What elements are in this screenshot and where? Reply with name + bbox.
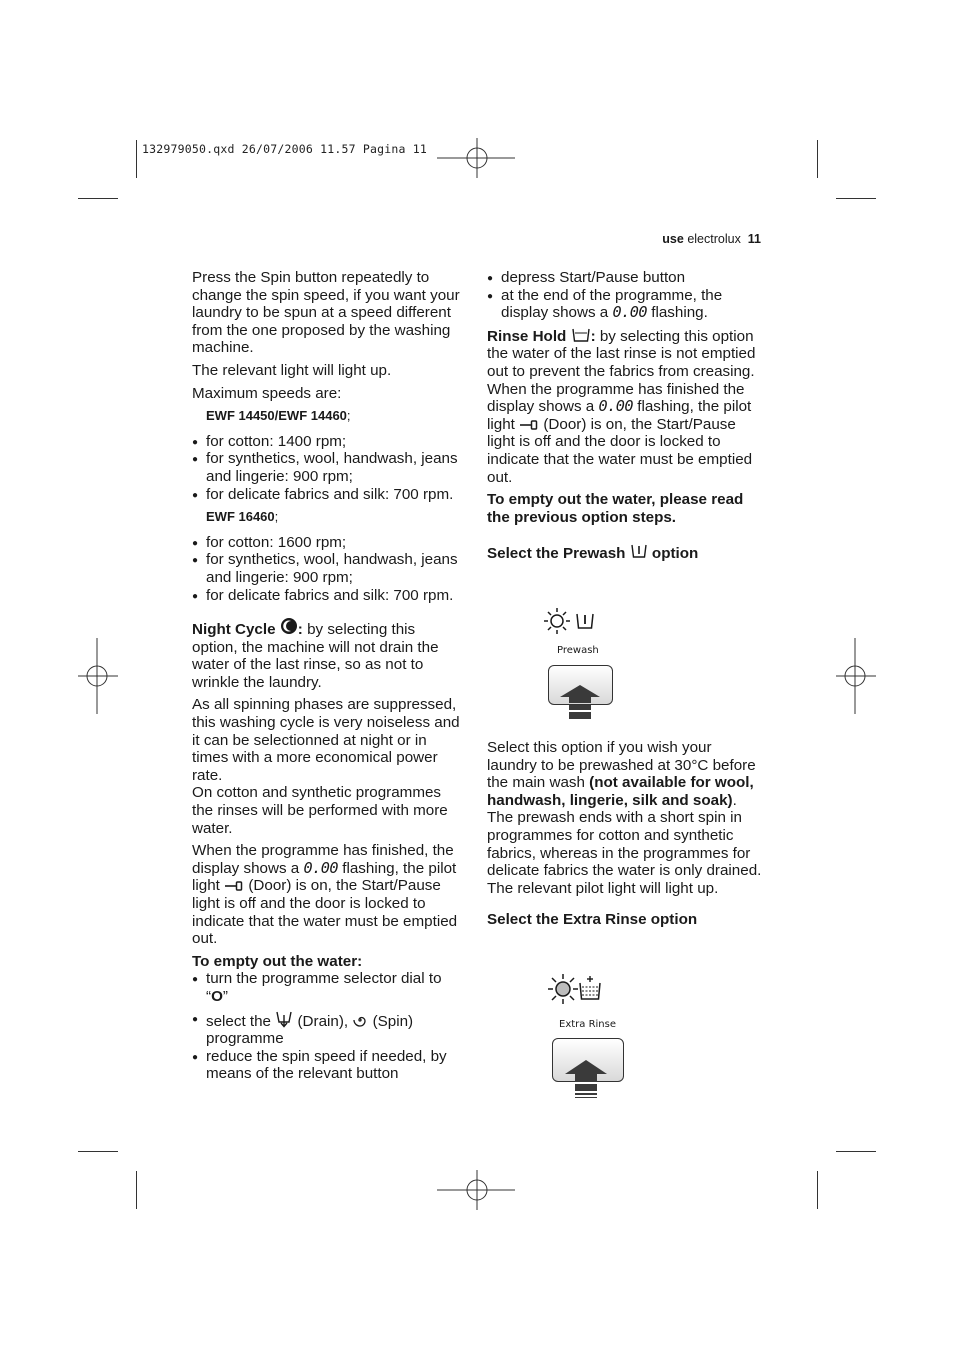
steps-list <box>487 269 762 322</box>
display-readout: 0.00 <box>303 858 339 877</box>
prewash-light-note: The relevant pilot light will light up. <box>487 879 719 897</box>
door-lock-icon <box>224 880 244 892</box>
registration-mark-icon <box>78 638 118 714</box>
drain-icon <box>275 1010 293 1028</box>
night-cycle-paragraph: Night Cycle : by selecting this option, the machine will not drain the water of the last rinse, so as not to wrinkle the laundry. <box>192 617 464 691</box>
push-button-icon <box>563 1058 609 1100</box>
max-speeds-label: Maximum speeds are: <box>192 384 342 402</box>
light-icon <box>544 608 570 634</box>
prewash-heading: Select the Prewash option <box>487 542 762 563</box>
list-item: ● turn the programme selector dial to “O” <box>192 970 464 1005</box>
speed-list <box>192 433 464 503</box>
registration-mark-icon <box>437 138 517 178</box>
list-item: ● for delicate fabrics and silk: 700 rpm. <box>192 587 464 605</box>
list-item: ● for synthetics, wool, handwash, jeans and lingerie: 900 rpm; <box>192 551 464 586</box>
model-heading: EWF 16460; <box>206 509 279 525</box>
prewash-icon <box>630 542 648 560</box>
empty-water-steps <box>192 970 464 1083</box>
section-name: use <box>662 232 684 246</box>
model-heading: EWF 14450/EWF 14460; <box>206 408 351 424</box>
night-cycle-icon <box>280 617 298 635</box>
display-readout: 0.00 <box>612 303 648 322</box>
prewash-description: Select this option if you wish your laundry to be prewashed at 30°C before the main wash (not available for wool, handwash, lingerie, silk and soak). The prewash ends with a short spin in programmes for cotton and synthetic fabrics, whereas in the programmes for delicate fabrics the water is only drained. <box>487 739 762 880</box>
list-item: ● for cotton: 1400 rpm; <box>192 433 464 451</box>
list-item: ● for delicate fabrics and silk: 700 rpm. <box>192 486 464 504</box>
extra-rinse-heading: Select the Extra Rinse option <box>487 911 698 929</box>
night-cycle-note: As all spinning phases are suppressed, this washing cycle is very noiseless and it can be selectionned at night or in times with a more economical power rate. <box>192 696 460 784</box>
prewash-caption: Prewash <box>557 645 599 656</box>
extra-rinse-caption: Extra Rinse <box>559 1019 617 1030</box>
list-item: ● for synthetics, wool, handwash, jeans and lingerie: 900 rpm; <box>192 450 464 485</box>
list-item: ● for cotton: 1600 rpm; <box>192 534 464 552</box>
empty-water-title: To empty out the water: <box>192 952 363 970</box>
page-header <box>662 232 761 246</box>
empty-water-note: To empty out the water, please read the previous option steps. <box>487 491 744 526</box>
rinse-hold-icon <box>571 327 591 343</box>
right-column <box>487 269 762 568</box>
list-item: ● select the (Drain), (Spin) programme <box>192 1010 464 1048</box>
prewash-section <box>487 739 762 934</box>
spin-icon <box>352 1012 368 1028</box>
brand-name: electrolux <box>687 232 741 246</box>
push-button-icon <box>558 683 602 721</box>
extra-rinse-icon <box>578 975 602 1001</box>
list-item: ● depress Start/Pause button <box>487 269 762 287</box>
finish-paragraph: When the programme has finished, the display shows a 0.00 flashing, the pilot light (Door) is on, the Start/Pause light is off and the door is locked to indicate that the water must be emptied out. <box>192 842 458 948</box>
list-item: ● at the end of the programme, the display shows a 0.00 flashing. <box>487 287 762 322</box>
registration-mark-icon <box>437 1170 517 1210</box>
light-note: The relevant light will light up. <box>192 361 392 379</box>
display-readout: 0.00 <box>598 397 634 416</box>
light-icon <box>548 974 578 1004</box>
page-number: 11 <box>747 232 761 246</box>
rinse-hold-paragraph: Rinse Hold : by selecting this option the water of the last rinse is not emptied out to prevent the fabrics from creasing. When the programme has finished the display shows a 0.00 flashing, the pilot light (Door) is on, the Start/Pause light is off and the door is locked to indicate that the water must be emptied out. <box>487 327 756 486</box>
night-cycle-note: On cotton and synthetic programmes the rinses will be performed with more water. <box>192 784 448 837</box>
rinse-hold-title: Rinse Hold <box>487 327 567 345</box>
night-cycle-title: Night Cycle <box>192 621 276 639</box>
registration-mark-icon <box>836 638 876 714</box>
spin-intro: Press the Spin button repeatedly to change the spin speed, if you want your laundry to be spun at a speed different from the one proposed by the washing machine. <box>192 269 460 357</box>
print-slug: 132979050.qxd 26/07/2006 11.57 Pagina 11 <box>142 142 427 156</box>
speed-list <box>192 534 464 604</box>
list-item: ● reduce the spin speed if needed, by means of the relevant button <box>192 1048 464 1083</box>
left-column <box>192 269 464 1088</box>
prewash-icon <box>575 611 595 631</box>
door-lock-icon <box>519 419 539 431</box>
